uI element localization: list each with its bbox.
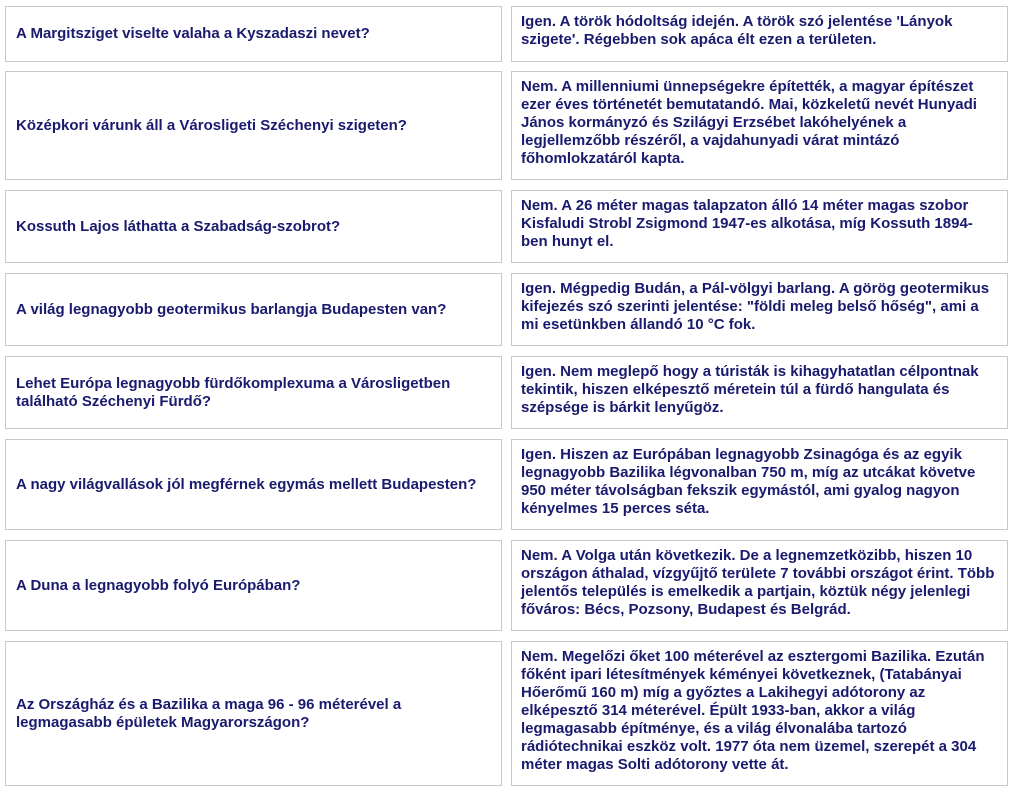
question-text: A világ legnagyobb geotermikus barlangja Budapesten van? bbox=[16, 300, 447, 318]
answer-text: Nem. A Volga után következik. De a legnemzetközibb, hiszen 10 országon áthalad, vízgyűjtő területe 7 további országot érint. Több jelentős település is emelkedik a partjain, köztük négy jelenlegi főváros: Bécs, Pozsony, Budapest és Belgrád. bbox=[521, 547, 995, 618]
answer-cell bbox=[511, 190, 1008, 263]
answer-cell bbox=[511, 356, 1008, 429]
answer-cell bbox=[511, 71, 1008, 180]
answer-cell bbox=[511, 641, 1008, 786]
answer-cell bbox=[511, 273, 1008, 346]
answer-text: Igen. Nem meglepő hogy a túristák is kihagyhatatlan célpontnak tekintik, hiszen elképesztő méretein túl a fürdő hangulata és szépsége is bárkit lenyűgöz. bbox=[521, 363, 979, 416]
question-cell bbox=[5, 641, 502, 786]
answer-text: Nem. Megelőzi őket 100 méterével az esztergomi Bazilika. Ezután főként ipari létesítmények kéményei következnek, (Tatabányai Hőerőmű 160 m) míg a győztes a Lakihegyi adótorony az elképesztő 314 méterével. Épült 1933-ban, akkor a világ legmagasabb építménye, és a világ élvonalába tartozó rádiótechnikai eszköz volt. 1977 óta nem üzemel, szerepét a 304 méter magas Solti adótorony vette át. bbox=[521, 648, 985, 773]
question-text: A Margitsziget viselte valaha a Kyszadaszi nevet? bbox=[16, 25, 370, 42]
answer-text: Igen. Mégpedig Budán, a Pál-völgyi barlang. A görög geotermikus kifejezés szó szerinti jelentése: "földi meleg belső hőség", ami a mi esetünkben állandó 10 °C fok. bbox=[521, 280, 990, 333]
question-cell bbox=[5, 190, 502, 263]
answer-cell bbox=[511, 540, 1008, 631]
question-cell bbox=[5, 439, 502, 530]
question-text: Lehet Európa legnagyobb fürdőkomplexuma a Városligetben található Széchenyi Fürdő? bbox=[16, 374, 451, 410]
answer-cell bbox=[511, 6, 1008, 62]
question-text: Kossuth Lajos láthatta a Szabadság-szobrot? bbox=[16, 217, 341, 235]
answer-text: Igen. A török hódoltság idején. A török szó jelentése 'Lányok szigete'. Régebben sok apáca élt ezen a területen. bbox=[521, 13, 953, 48]
question-text: Az Országház és a Bazilika a maga 96 - 96 méterével a legmagasabb épületek Magyarországon? bbox=[16, 695, 402, 731]
answer-text: Igen. Hiszen az Európában legnagyobb Zsinagóga és az egyik legnagyobb Bazilika légvonalban 750 m, míg az utcákat követve 950 méter távolságban fekszik egymástól, ami gyalog nagyon kényelmes 15 perces séta. bbox=[521, 446, 976, 517]
question-cell bbox=[5, 540, 502, 631]
question-cell bbox=[5, 71, 502, 180]
question-text: A nagy világvallások jól megférnek egymás mellett Budapesten? bbox=[16, 475, 477, 493]
question-cell bbox=[5, 273, 502, 346]
question-text: A Duna a legnagyobb folyó Európában? bbox=[16, 576, 301, 594]
answer-cell bbox=[511, 439, 1008, 530]
answer-text: Nem. A 26 méter magas talapzaton álló 14 méter magas szobor Kisfaludi Strobl Zsigmond 1947-es alkotása, míg Kossuth 1894-ben hunyt el. bbox=[521, 197, 973, 250]
question-text: Középkori várunk áll a Városligeti Széchenyi szigeten? bbox=[16, 116, 407, 134]
question-cell bbox=[5, 6, 502, 62]
question-cell bbox=[5, 356, 502, 429]
answer-text: Nem. A millenniumi ünnepségekre építették, a magyar építészet ezer éves történetét bemutatandó. Mai, közkeletű nevét Hunyadi János kormányzó és Szilágyi Erzsébet lakóhelyének a legjellemzőbb részéről, a vajdahunyadi várat mintázó főhomlokzatáról kapta. bbox=[521, 78, 977, 167]
